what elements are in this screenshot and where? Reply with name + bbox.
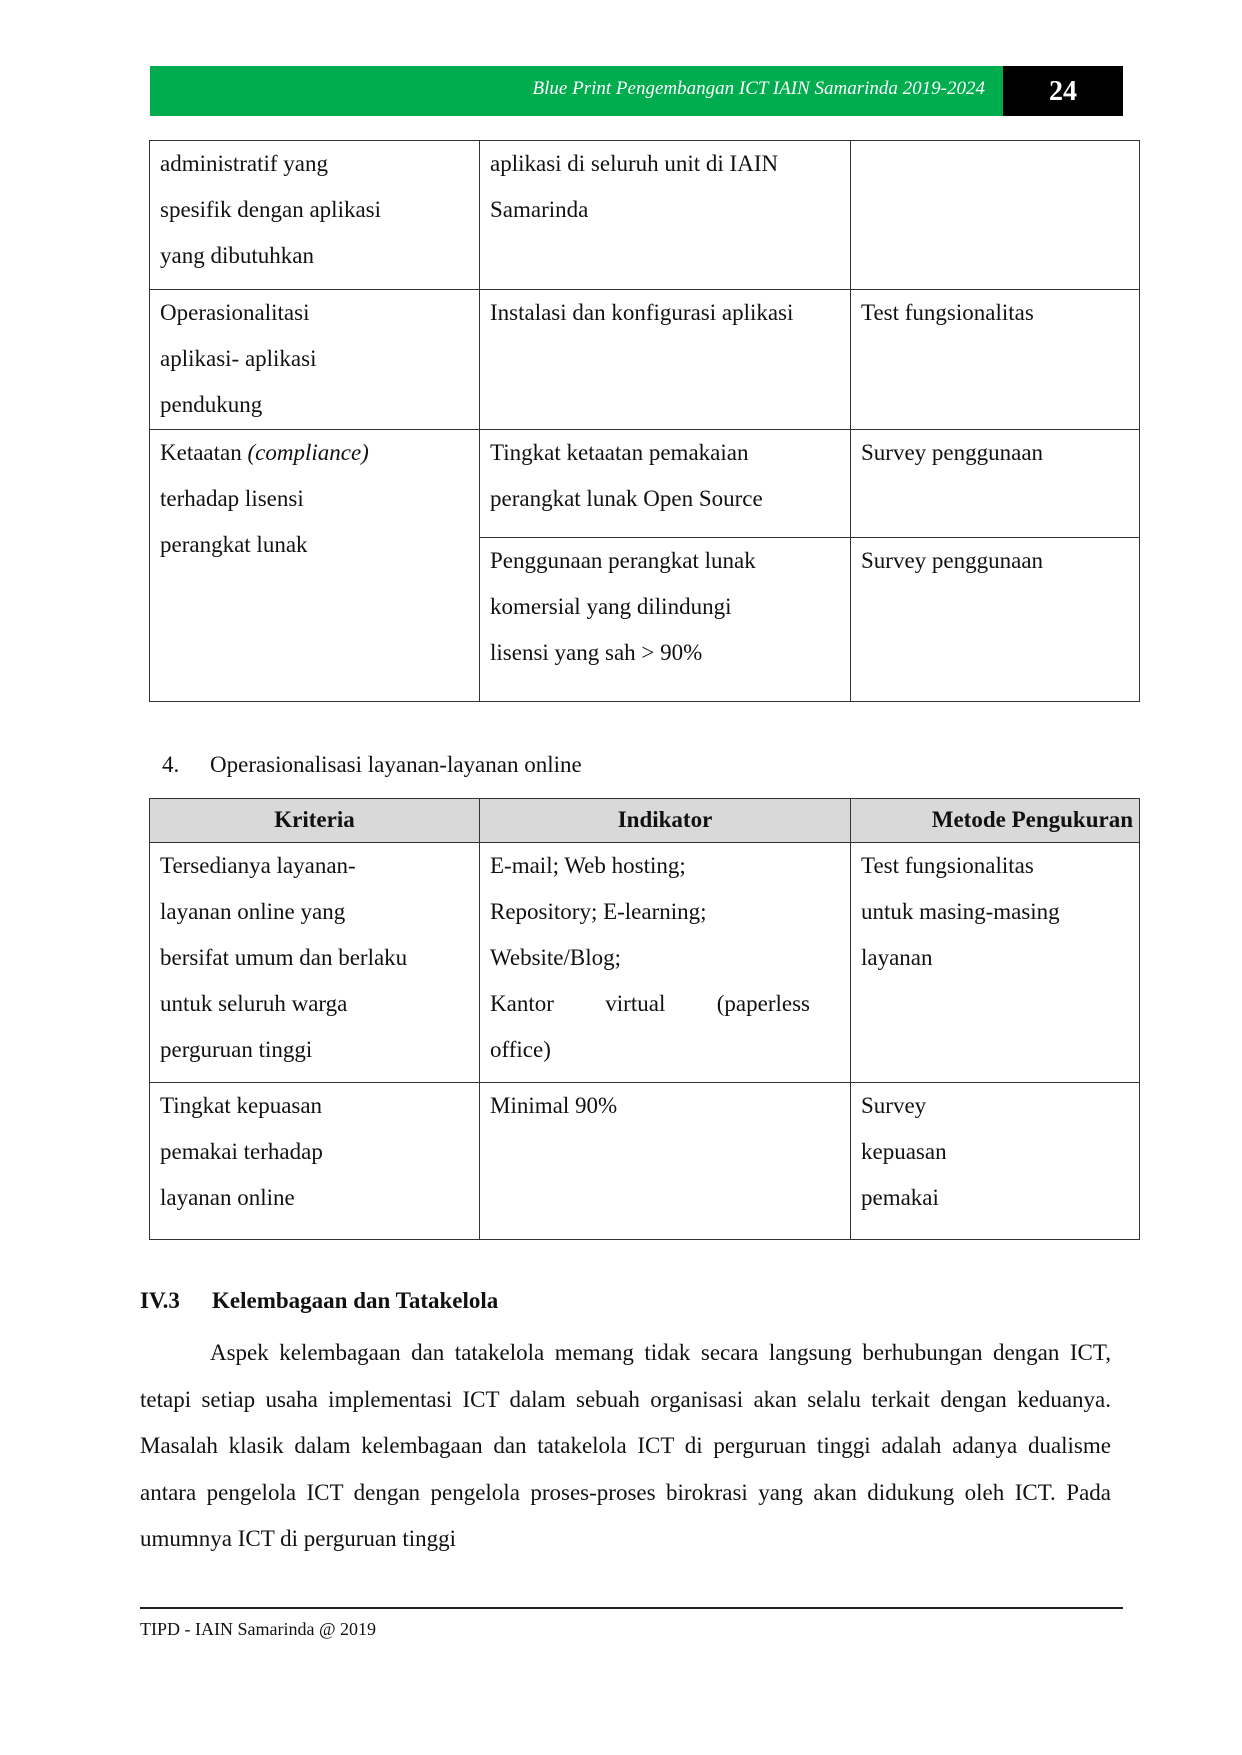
cell-line: pemakai bbox=[861, 1185, 939, 1210]
indikator-cell bbox=[480, 430, 851, 538]
cell-line: lisensi yang sah > 90% bbox=[490, 640, 703, 665]
cell-line: aplikasi- aplikasi bbox=[160, 346, 317, 371]
table-row bbox=[150, 843, 1140, 1083]
page-number: 24 bbox=[1003, 66, 1123, 116]
cell-line: terhadap lisensi bbox=[160, 486, 304, 511]
cell-line: Tersedianya layanan- bbox=[160, 853, 356, 878]
criteria-table-continued bbox=[149, 140, 1140, 702]
column-header-metode: Metode Pengukuran bbox=[851, 799, 1140, 843]
cell-line: administratif yang bbox=[160, 151, 328, 176]
cell-line: Survey penggunaan bbox=[861, 440, 1044, 465]
body-paragraph: Aspek kelembagaan dan tatakelola memang tidak secara langsung berhubungan dengan ICT, tetapi setiap usaha implementasi ICT dalam sebuah organisasi akan selalu terkait dengan keduanya. Masalah klasik dalam kelembagaan dan tatakelola ICT di perguruan tinggi adalah adanya dualisme antara pengelola ICT dengan pengelola proses-proses birokrasi yang akan didukung oleh ICT. Pada umumnya ICT di perguruan tinggi bbox=[140, 1340, 1111, 1551]
cell-line: Penggunaan perangkat lunak bbox=[490, 548, 756, 573]
metode-cell bbox=[851, 538, 1140, 702]
cell-line: layanan online bbox=[160, 1185, 295, 1210]
indikator-cell bbox=[480, 843, 851, 1083]
section-number: IV.3 bbox=[140, 1288, 180, 1313]
metode-cell bbox=[851, 1083, 1140, 1240]
cell-line bbox=[160, 430, 469, 476]
kriteria-cell bbox=[150, 141, 480, 290]
table-row bbox=[150, 141, 1140, 290]
table-row bbox=[150, 1083, 1140, 1240]
document-title: Blue Print Pengembangan ICT IAIN Samarinda 2019-2024 bbox=[532, 78, 985, 99]
cell-line: perangkat lunak bbox=[160, 532, 308, 557]
text: Ketaatan bbox=[160, 440, 248, 465]
footer-text: TIPD - IAIN Samarinda @ 2019 bbox=[140, 1619, 377, 1639]
list-number: 4. bbox=[162, 752, 180, 777]
cell-line: Kantor virtual (paperless bbox=[490, 991, 810, 1016]
metode-cell bbox=[851, 843, 1140, 1083]
indikator-cell bbox=[480, 290, 851, 430]
cell-line: Minimal 90% bbox=[490, 1093, 618, 1118]
cell-line: bersifat umum dan berlaku bbox=[160, 945, 408, 970]
indikator-cell bbox=[480, 1083, 851, 1240]
list-item-4 bbox=[162, 752, 582, 778]
indikator-cell bbox=[480, 538, 851, 702]
kriteria-cell bbox=[150, 430, 480, 702]
cell-line: pendukung bbox=[160, 392, 263, 417]
metode-cell bbox=[851, 430, 1140, 538]
cell-line: spesifik dengan aplikasi bbox=[160, 197, 382, 222]
cell-line: Operasionalitasi bbox=[160, 300, 310, 325]
cell-line: untuk masing-masing bbox=[861, 899, 1060, 924]
cell-line: Survey bbox=[861, 1093, 927, 1118]
kriteria-cell bbox=[150, 843, 480, 1083]
column-header-indikator: Indikator bbox=[480, 799, 851, 843]
cell-line: perangkat lunak Open Source bbox=[490, 486, 763, 511]
cell-line: perguruan tinggi bbox=[160, 1037, 313, 1062]
metode-cell bbox=[851, 290, 1140, 430]
cell-line: layanan online yang bbox=[160, 899, 346, 924]
cell-line: Repository; E-learning; bbox=[490, 899, 707, 924]
column-header-kriteria: Kriteria bbox=[150, 799, 480, 843]
online-services-table bbox=[149, 798, 1140, 1240]
cell-line: Samarinda bbox=[490, 197, 589, 222]
cell-line: pemakai terhadap bbox=[160, 1139, 323, 1164]
italic-term: (compliance) bbox=[247, 440, 369, 465]
cell-line: E-mail; Web hosting; bbox=[490, 853, 686, 878]
section-title: Kelembagaan dan Tatakelola bbox=[212, 1288, 499, 1313]
cell-line: Instalasi dan konfigurasi aplikasi bbox=[490, 300, 794, 325]
kriteria-cell bbox=[150, 290, 480, 430]
cell-line: untuk seluruh warga bbox=[160, 991, 348, 1016]
footer-divider bbox=[140, 1607, 1123, 1609]
cell-line: yang dibutuhkan bbox=[160, 243, 314, 268]
indikator-cell bbox=[480, 141, 851, 290]
table-row bbox=[150, 430, 1140, 538]
table-header-row bbox=[150, 799, 1140, 843]
table-row bbox=[150, 290, 1140, 430]
cell-line: Tingkat kepuasan bbox=[160, 1093, 323, 1118]
cell-line: aplikasi di seluruh unit di IAIN bbox=[490, 151, 779, 176]
cell-line: kepuasan bbox=[861, 1139, 947, 1164]
kriteria-cell bbox=[150, 1083, 480, 1240]
cell-line: Test fungsionalitas bbox=[861, 300, 1034, 325]
cell-line: Test fungsionalitas bbox=[861, 853, 1034, 878]
cell-line: layanan bbox=[861, 945, 933, 970]
section-heading bbox=[140, 1288, 498, 1314]
cell-line: komersial yang dilindungi bbox=[490, 594, 732, 619]
cell-line: office) bbox=[490, 1037, 551, 1062]
header-band bbox=[150, 66, 1003, 116]
list-item-label: Operasionalisasi layanan-layanan online bbox=[210, 752, 582, 777]
metode-cell bbox=[851, 141, 1140, 290]
cell-line: Website/Blog; bbox=[490, 945, 622, 970]
cell-line: Tingkat ketaatan pemakaian bbox=[490, 440, 749, 465]
cell-line: Survey penggunaan bbox=[861, 548, 1044, 573]
